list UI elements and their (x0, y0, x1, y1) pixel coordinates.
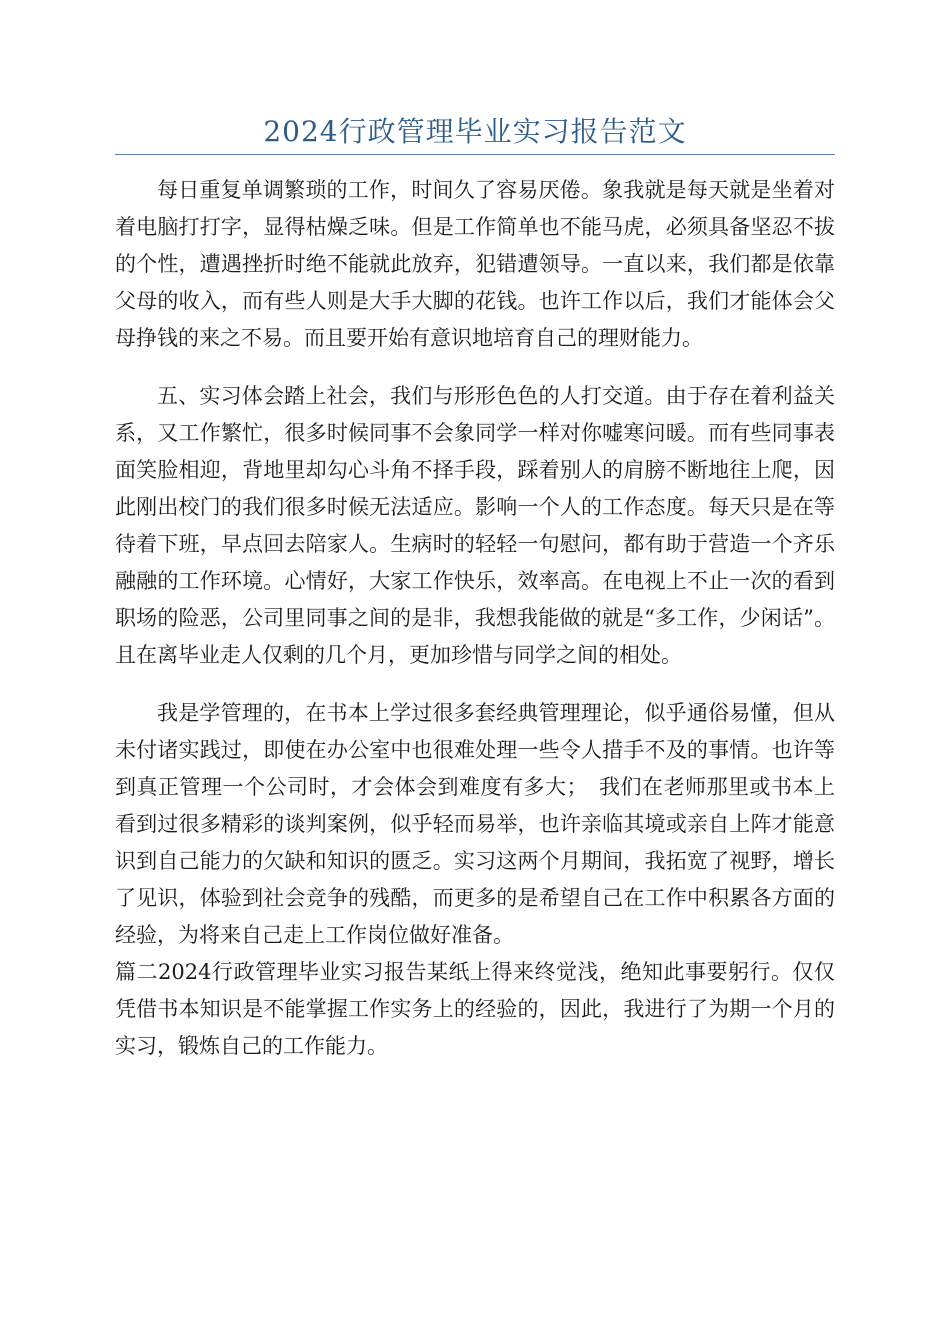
paragraph-4: 篇二2024行政管理毕业实习报告某纸上得来终觉浅，绝知此事要躬行。仅仅凭借书本知识是不能掌握工作实务上的经验的，因此，我进行了为期一个月的实习，锻炼自己的工作能力。 (115, 960, 835, 1058)
paragraph-3: 我是学管理的，在书本上学过很多套经典管理理论，似乎通俗易懂，但从未付诸实践过，即使在办公室中也很难处理一些令人措手不及的事情。也许等到真正管理一个公司时，才会体会到难度有多大； 我们在老师那里或书本上看到过很多精彩的谈判案例，似乎轻而易举，也许亲临其境或亲自上阵才能意识到自己能力的欠缺和知识的匮乏。实习这两个月期间，我拓宽了视野，增长了见识，体验到社会竞争的残酷，而更多的是希望自己在工作中积累各方面的经验，为将来自己走上工作岗位做好准备。 (115, 701, 835, 947)
document-title: 2024行政管理毕业实习报告范文 (263, 115, 687, 148)
paragraph-1: 每日重复单调繁琐的工作，时间久了容易厌倦。象我就是每天就是坐着对着电脑打打字，显得枯燥乏味。但是工作简单也不能马虎，必须具备坚忍不拔的个性，遭遇挫折时绝不能就此放弃，犯错遭领导。一直以来，我们都是依靠父母的收入，而有些人则是大手大脚的花钱。也许工作以后，我们才能体会父母挣钱的来之不易。而且要开始有意识地培育自己的理财能力。 (115, 178, 835, 350)
paragraph-2: 五、实习体会踏上社会，我们与形形色色的人打交道。由于存在着利益关系，又工作繁忙，很多时候同事不会象同学一样对你嘘寒问暖。而有些同事表面笑脸相迎，背地里却勾心斗角不择手段，踩着别人的肩膀不断地往上爬，因此刚出校门的我们很多时候无法适应。影响一个人的工作态度。每天只是在等待着下班，早点回去陪家人。生病时的轻轻一句慰问，都有助于营造一个齐乐融融的工作环境。心情好，大家工作快乐，效率高。在电视上不止一次的看到职场的险恶，公司里同事之间的是非，我想我能做的就是“多工作，少闲话”。且在离毕业走人仅剩的几个月，更加珍惜与同学之间的相处。 (115, 384, 835, 667)
title-underline (115, 154, 835, 155)
document-body (115, 172, 835, 1086)
